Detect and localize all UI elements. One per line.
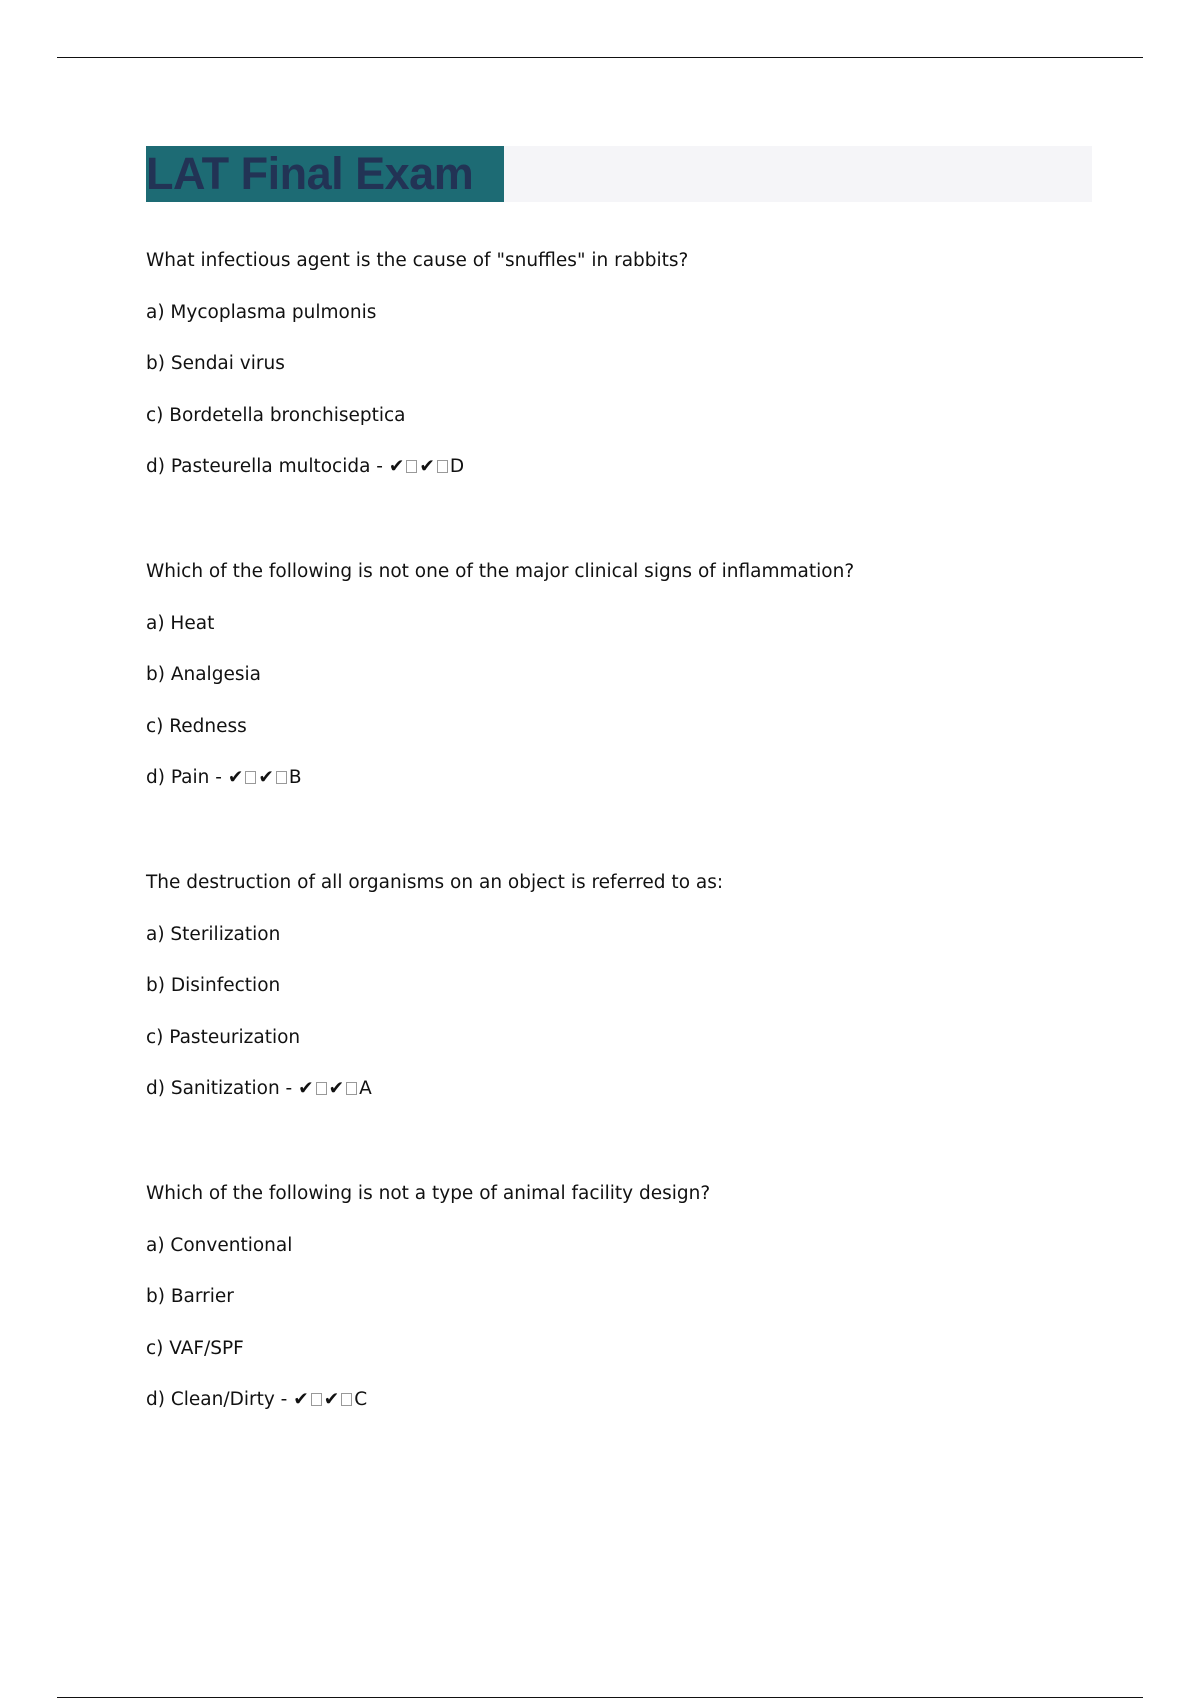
option-d: d) Pain - (146, 767, 228, 788)
box-icon (311, 1393, 322, 1406)
option-d-with-answer (146, 1078, 1106, 1130)
page-title: LAT Final Exam (146, 148, 474, 199)
answer-letter: B (288, 767, 302, 788)
check-icon: ✔ (388, 456, 405, 477)
option-b: b) Analgesia (146, 664, 261, 685)
check-icon: ✔ (293, 1389, 309, 1410)
option-a: a) Mycoplasma pulmonis (146, 301, 377, 323)
question-prompt: Which of the following is not a type of animal facility design? (146, 1183, 711, 1204)
answer-letter: C (354, 1389, 368, 1410)
option-c: c) VAF/SPF (146, 1337, 244, 1359)
check-icon: ✔ (419, 456, 435, 477)
question-prompt: What infectious agent is the cause of "snuffles" in rabbits? (146, 250, 689, 271)
title-band (146, 146, 1092, 202)
option-b: b) Sendai virus (146, 353, 285, 374)
box-icon (245, 771, 256, 784)
option-c: c) Bordetella bronchiseptica (146, 404, 406, 426)
check-icon: ✔ (258, 767, 274, 788)
bottom-rule (57, 1697, 1143, 1698)
question-1 (146, 250, 1106, 561)
question-prompt: The destruction of all organisms on an object is referred to as: (146, 872, 724, 893)
option-c: c) Redness (146, 715, 247, 737)
box-icon (341, 1393, 352, 1406)
option-a: a) Heat (146, 612, 215, 634)
top-rule (57, 57, 1143, 58)
box-icon (276, 771, 287, 784)
box-icon (437, 460, 448, 473)
option-d: d) Pasteurella multocida - (146, 456, 389, 477)
answer-letter: D (449, 456, 465, 477)
check-icon: ✔ (328, 1078, 345, 1099)
option-d: d) Sanitization - (146, 1078, 299, 1099)
box-icon (406, 460, 417, 473)
question-list (146, 250, 1106, 1494)
option-b: b) Disinfection (146, 975, 281, 996)
option-a: a) Conventional (146, 1234, 293, 1256)
question-2 (146, 561, 1106, 872)
option-b: b) Barrier (146, 1286, 234, 1307)
check-icon: ✔ (227, 767, 244, 788)
option-a: a) Sterilization (146, 923, 281, 945)
box-icon (346, 1082, 357, 1095)
option-d-with-answer (146, 1389, 1106, 1441)
question-4 (146, 1183, 1106, 1494)
answer-letter: A (359, 1078, 372, 1099)
option-d: d) Clean/Dirty - (146, 1389, 294, 1410)
box-icon (316, 1082, 327, 1095)
check-icon: ✔ (323, 1389, 340, 1410)
question-3 (146, 872, 1106, 1183)
option-c: c) Pasteurization (146, 1026, 301, 1048)
option-d-with-answer (146, 456, 1106, 508)
check-icon: ✔ (298, 1078, 314, 1099)
question-prompt: Which of the following is not one of the major clinical signs of inflammation? (146, 561, 855, 582)
option-d-with-answer (146, 767, 1106, 819)
